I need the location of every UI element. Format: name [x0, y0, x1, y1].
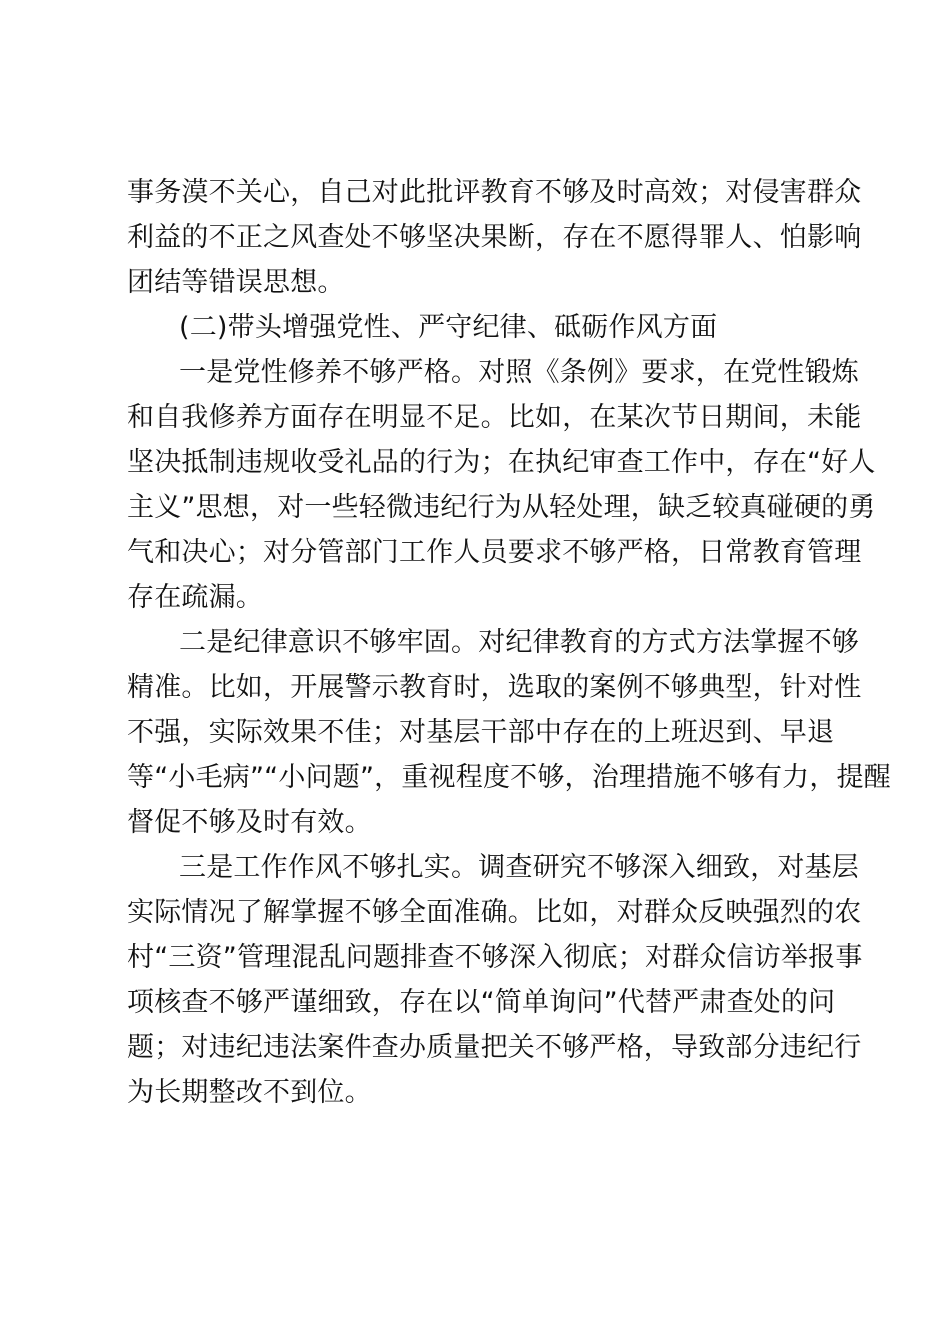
text-line: 二是纪律意识不够牢固。对纪律教育的方式方法掌握不够 [179, 627, 859, 658]
text-line: 团结等错误思想。 [127, 267, 345, 298]
text-line: 事务漠不关心，自己对此批评教育不够及时高效；对侵害群众 [127, 177, 862, 208]
text-line: 精准。比如，开展警示教育时，选取的案例不够典型，针对性 [127, 672, 862, 703]
text-line: 项核查不够严谨细致，存在以“简单询问”代替严肃查处的问 [127, 987, 836, 1018]
text-line: 一是党性修养不够严格。对照《条例》要求，在党性锻炼 [179, 357, 859, 388]
text-line: 不强，实际效果不佳；对基层干部中存在的上班迟到、早退 [127, 717, 835, 748]
text-line: 存在疏漏。 [127, 582, 263, 613]
text-line: 主义”思想，对一些轻微违纪行为从轻处理，缺乏较真碰硬的勇 [127, 492, 876, 523]
text-line: 三是工作作风不够扎实。调查研究不够深入细致，对基层 [179, 852, 859, 883]
text-line: 等“小毛病”“小问题”，重视程度不够，治理措施不够有力，提醒 [127, 762, 891, 793]
text-line: 和自我修养方面存在明显不足。比如，在某次节日期间，未能 [127, 402, 862, 433]
text-line: 坚决抵制违规收受礼品的行为；在执纪审查工作中，存在“好人 [127, 447, 876, 478]
text-line: 为长期整改不到位。 [127, 1077, 372, 1108]
text-line: 题；对违纪违法案件查办质量把关不够严格，导致部分违纪行 [127, 1032, 862, 1063]
text-line: 督促不够及时有效。 [127, 807, 372, 838]
text-line: 利益的不正之风查处不够坚决果断，存在不愿得罪人、怕影响 [127, 222, 862, 253]
text-line: 气和决心；对分管部门工作人员要求不够严格，日常教育管理 [127, 537, 862, 568]
text-line: 实际情况了解掌握不够全面准确。比如，对群众反映强烈的农 [127, 897, 862, 928]
text-line: 村“三资”管理混乱问题排查不够深入彻底；对群众信访举报事 [127, 942, 863, 973]
section-heading: (二)带头增强党性、严守纪律、砥砺作风方面 [179, 312, 718, 343]
